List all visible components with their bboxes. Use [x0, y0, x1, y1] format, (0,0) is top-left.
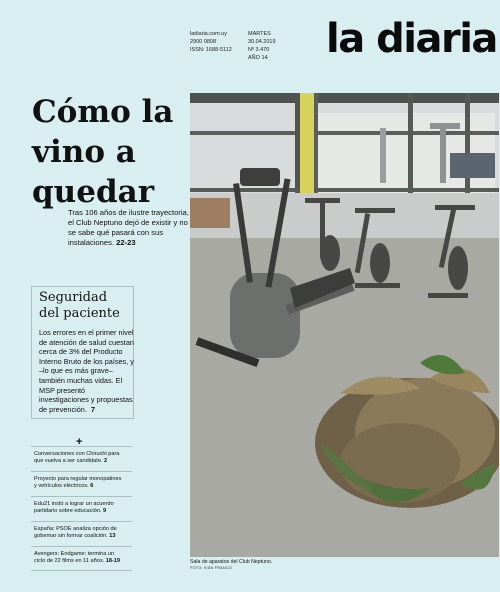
lead-photo[interactable] [190, 93, 499, 557]
lead-headline[interactable]: Cómo la vino a quedar [32, 94, 174, 210]
list-item[interactable] [31, 446, 132, 471]
sidebar-text [39, 328, 134, 414]
year-number: AÑO 14 [248, 55, 268, 61]
sidebar-box[interactable] [31, 286, 134, 419]
plus-icon: + [76, 436, 83, 448]
list-item-text: Avengers: Endgame: termina un ciclo de 22 films en 11 años. 18-19 [34, 551, 121, 565]
list-item-text: Edu21 instó a lograr un acuerdo partidario sobre educación. 9 [34, 501, 114, 515]
sidebar-body: Los errores en el primer nivel de atención de salud cuestan cerca de 3% del Producto Interno Bruto de los países, y –lo que es más grave– también muchas vidas. El MSP presentó investigaciones y propuestas de prevención. [39, 328, 134, 414]
weekday: MARTES [248, 31, 271, 37]
newspaper-logo[interactable]: la diaria [326, 16, 497, 62]
summary-list [31, 446, 132, 571]
photo-credit: FOTO: IVÁN FRANCO [190, 566, 232, 570]
site-url[interactable]: ladiaria.com.uy [190, 31, 227, 37]
list-item-text: Conversaciones con Chiruchi para que vuelva a ser candidato. 2 [34, 451, 120, 465]
list-item-text: España: PSOE analiza opción de gobernar sin formar coalición. 13 [34, 526, 117, 540]
list-item-text: Proyecto para regular monopatines y vehículos eléctricos. 6 [34, 476, 122, 490]
list-item[interactable] [31, 521, 132, 546]
lede-text: Tras 106 años de ilustre trayectoria, el Club Neptuno dejó de existir y no se sabe qué pasará con sus instalaciones. [68, 208, 189, 247]
issue-number: Nº 3.470 [248, 47, 270, 53]
sidebar-title: Seguridad del paciente [39, 290, 120, 321]
list-item[interactable] [31, 546, 132, 571]
phone-number: 2900 0808 [190, 39, 216, 45]
lead-lede [68, 208, 190, 248]
masthead-meta-right [248, 30, 276, 62]
issue-date: 30.04.2019 [248, 39, 276, 45]
list-item[interactable] [31, 496, 132, 521]
list-item[interactable] [31, 471, 132, 496]
gym-room-illustration [190, 93, 499, 557]
issn: ISSN: 1688-5112 [190, 47, 232, 53]
photo-caption: Sala de aparatos del Club Neptuno. [190, 559, 273, 565]
masthead-meta-left [190, 30, 232, 54]
sidebar-page-ref: 7 [90, 404, 95, 414]
lede-page-ref: 22-23 [116, 238, 136, 247]
